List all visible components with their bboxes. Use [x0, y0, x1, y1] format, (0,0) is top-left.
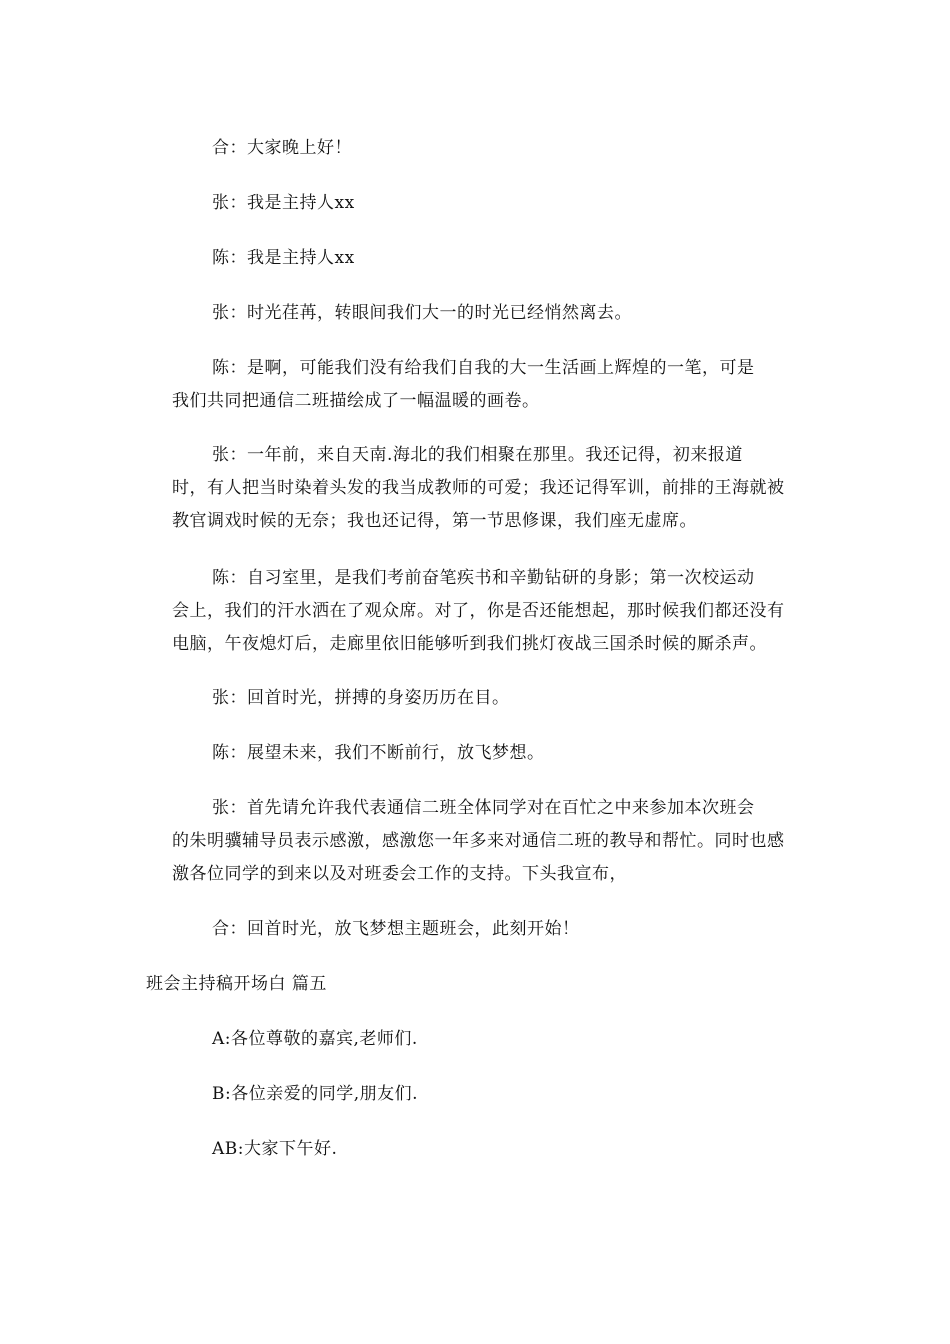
paragraph-line: 陈：我是主持人xx	[212, 248, 355, 268]
paragraph-line: 张：我是主持人xx	[212, 193, 355, 213]
paragraph-line: 电脑，午夜熄灯后，走廊里依旧能够听到我们挑灯夜战三国杀时候的厮杀声。	[172, 634, 767, 654]
paragraph-line: 张：回首时光，拼搏的身姿历历在目。	[212, 688, 510, 708]
paragraph-line: A:各位尊敬的嘉宾,老师们.	[212, 1029, 418, 1049]
paragraph-line: AB:大家下午好.	[212, 1139, 338, 1159]
section-heading	[146, 968, 786, 1001]
paragraph	[172, 682, 812, 715]
paragraph-line: 张：一年前，来自天南.海北的我们相聚在那里。我还记得，初来报道	[212, 445, 743, 465]
paragraph-line: 张：首先请允许我代表通信二班全体同学对在百忙之中来参加本次班会	[212, 798, 755, 818]
paragraph-line: 陈：自习室里，是我们考前奋笔疾书和辛勤钻研的身影；第一次校运动	[212, 568, 755, 588]
paragraph	[172, 242, 812, 275]
paragraph	[172, 132, 812, 165]
paragraph	[172, 297, 812, 330]
paragraph-line: 张：时光荏苒，转眼间我们大一的时光已经悄然离去。	[212, 303, 632, 323]
paragraph-line: 陈：展望未来，我们不断前行，放飞梦想。	[212, 743, 545, 763]
paragraph	[172, 913, 812, 946]
paragraph	[172, 562, 812, 661]
paragraph	[172, 439, 812, 538]
paragraph	[172, 1078, 812, 1111]
paragraph	[172, 352, 812, 418]
paragraph-line: 教官调戏时候的无奈；我也还记得，第一节思修课，我们座无虚席。	[172, 511, 697, 531]
paragraph-line: 的朱明骥辅导员表示感激，感激您一年多来对通信二班的教导和帮忙。同时也感	[172, 831, 785, 851]
paragraph	[172, 1023, 812, 1056]
paragraph-line: 时，有人把当时染着头发的我当成教师的可爱；我还记得军训，前排的王海就被	[172, 478, 785, 498]
paragraph-line: 合：大家晚上好！	[212, 138, 352, 158]
paragraph-line: 我们共同把通信二班描绘成了一幅温暖的画卷。	[172, 391, 540, 411]
paragraph-line: 陈：是啊，可能我们没有给我们自我的大一生活画上辉煌的一笔，可是	[212, 358, 755, 378]
paragraph	[172, 792, 812, 891]
paragraph	[172, 1133, 812, 1166]
paragraph-line: 激各位同学的到来以及对班委会工作的支持。下头我宣布，	[172, 864, 627, 884]
paragraph-line: 会上，我们的汗水洒在了观众席。对了，你是否还能想起，那时候我们都还没有	[172, 601, 785, 621]
paragraph	[172, 737, 812, 770]
paragraph-line: B:各位亲爱的同学,朋友们.	[212, 1084, 419, 1104]
paragraph-line: 合：回首时光，放飞梦想主题班会，此刻开始！	[212, 919, 580, 939]
paragraph	[172, 187, 812, 220]
section-heading-text: 班会主持稿开场白 篇五	[146, 974, 327, 994]
